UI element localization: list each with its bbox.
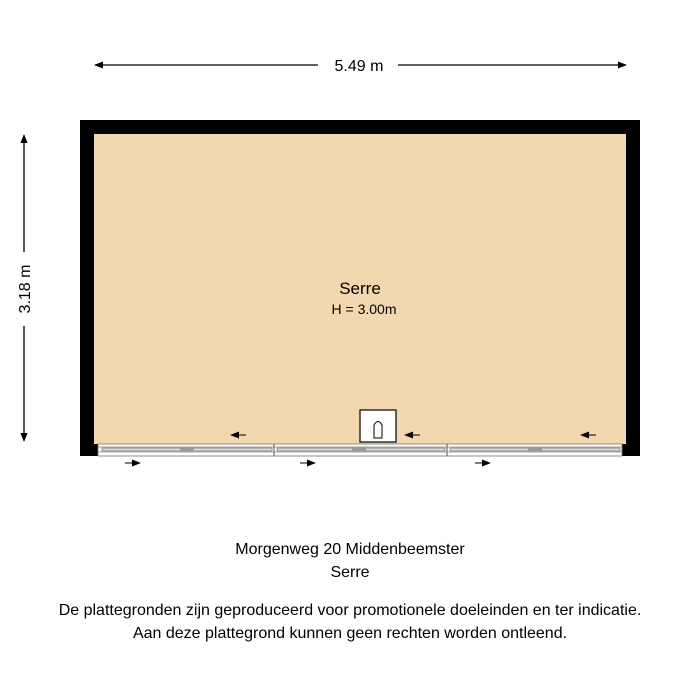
door-handle-1: [180, 447, 194, 451]
fixture-shape: [374, 422, 382, 439]
door-handle-2: [352, 447, 366, 451]
width-dimension: [95, 58, 626, 75]
room-caption: Serre: [330, 564, 370, 581]
height-dimension: [17, 135, 34, 441]
disclaimer-line-1: De plattegronden zijn geproduceerd voor promotionele doeleinden en ter indicatie.: [58, 602, 642, 619]
fixture-icon: [360, 410, 396, 442]
door-handle-3: [528, 447, 542, 451]
disclaimer-line-2: Aan deze plattegrond kunnen geen rechten worden ontleend.: [132, 625, 568, 642]
room-name: Serre: [339, 279, 381, 298]
address-caption: Morgenweg 20 Middenbeemster: [235, 541, 465, 558]
room-height: H = 3.00m: [331, 301, 397, 317]
width-dimension-label: 5.49 m: [334, 58, 384, 75]
height-dimension-label: 3.18 m: [17, 264, 34, 314]
